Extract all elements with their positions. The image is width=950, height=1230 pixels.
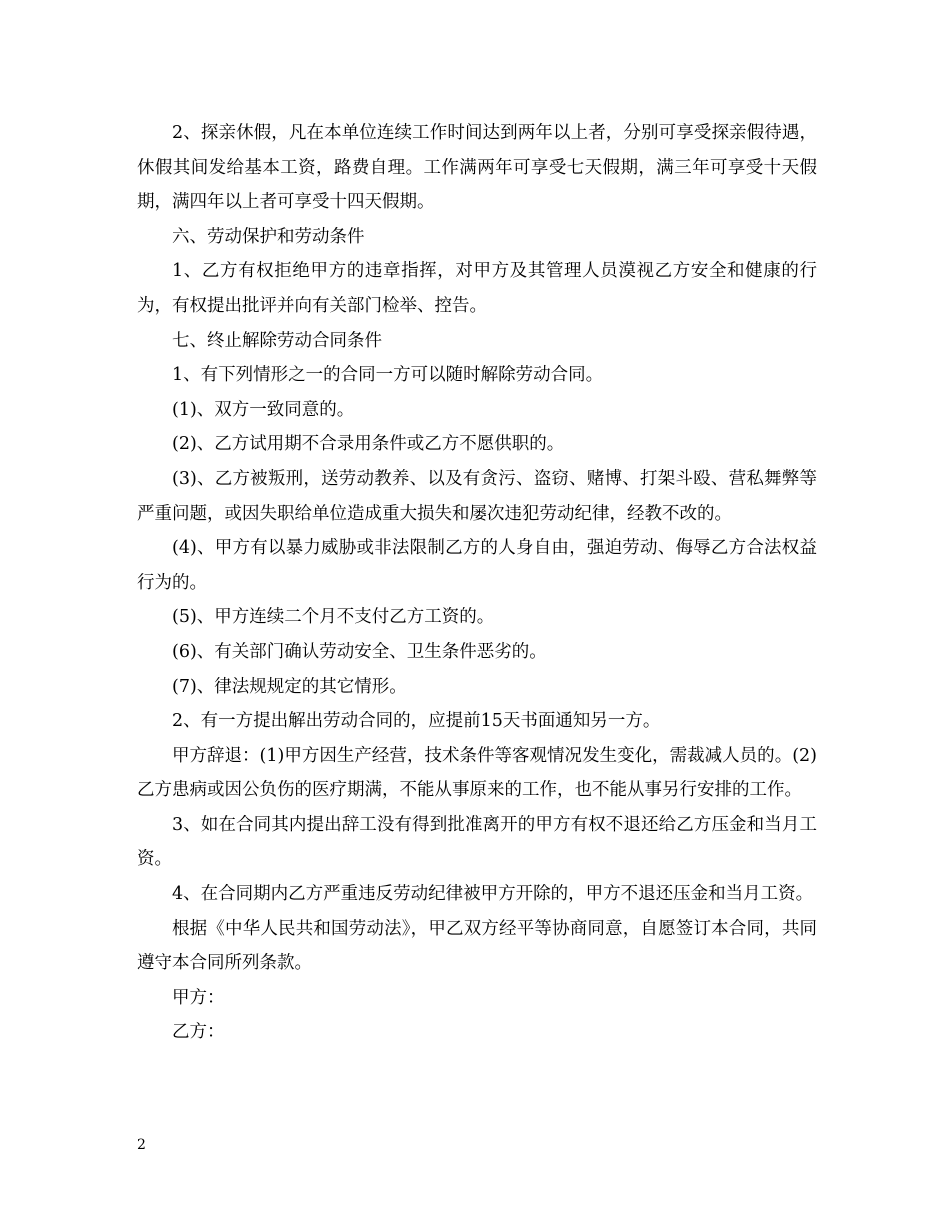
list-item-termination-4: (4)、甲方有以暴力威胁或非法限制乙方的人身自由，强迫劳动、侮辱乙方合法权益行为的。 xyxy=(137,538,817,593)
paragraph-termination-intro: 1、有下列情形之一的合同一方可以随时解除劳动合同。 xyxy=(172,365,604,386)
signature-party-b: 乙方： xyxy=(172,1022,225,1043)
paragraph-unapproved-resignation: 3、如在合同其内提出辞工没有得到批准离开的甲方有权不退还给乙方压金和当月工资。 xyxy=(137,814,817,870)
list-item-termination-3: (3)、乙方被叛刑，送劳动教养、以及有贪污、盗窃、赌博、打架斗殴、营私舞弊等严重问题，或因失职给单位造成重大损失和屡次违犯劳动纪律，经教不改的。 xyxy=(137,468,817,524)
list-item-termination-1: (1)、双方一致同意的。 xyxy=(172,399,355,420)
paragraph-notice-period: 2、有一方提出解出劳动合同的，应提前15天书面通知另一方。 xyxy=(172,711,661,732)
document-body xyxy=(137,116,817,1050)
paragraph-dismissal-discipline: 4、在合同期内乙方严重违反劳动纪律被甲方开除的，甲方不退还压金和当月工资。 xyxy=(172,884,814,905)
paragraph-legal-basis: 根据《中华人民共和国劳动法》，甲乙双方经平等协商同意，自愿签订本合同，共同遵守本合同所列条款。 xyxy=(137,918,817,974)
page-number: 2 xyxy=(137,1137,146,1153)
list-item-termination-7: (7)、律法规规定的其它情形。 xyxy=(172,676,407,697)
signature-party-a: 甲方： xyxy=(172,987,225,1008)
paragraph-leave-policy: 2、探亲休假，凡在本单位连续工作时间达到两年以上者，分别可享受探亲假待遇，休假其间发给基本工资，路费自理。工作满两年可享受七天假期，满三年可享受十天假期，满四年以上者可享受十四天假期。 xyxy=(137,123,817,213)
paragraph-refuse-illegal-orders: 1、乙方有权拒绝甲方的违章指挥，对甲方及其管理人员漠视乙方安全和健康的行为，有权提出批评并向有关部门检举、控告。 xyxy=(137,261,817,316)
list-item-termination-5: (5)、甲方连续二个月不支付乙方工资的。 xyxy=(172,607,495,628)
list-item-termination-6: (6)、有关部门确认劳动安全、卫生条件恶劣的。 xyxy=(172,641,547,662)
section-heading-labor-protection: 六、劳动保护和劳动条件 xyxy=(172,226,365,247)
list-item-termination-2: (2)、乙方试用期不合录用条件或乙方不愿供职的。 xyxy=(172,434,565,455)
paragraph-employer-dismissal: 甲方辞退：(1)甲方因生产经营，技术条件等客观情况发生变化，需裁减人员的。(2)乙方患病或因公负伤的医疗期满，不能从事原来的工作，也不能从事另行安排的工作。 xyxy=(137,745,817,801)
section-heading-termination: 七、终止解除劳动合同条件 xyxy=(172,330,382,351)
